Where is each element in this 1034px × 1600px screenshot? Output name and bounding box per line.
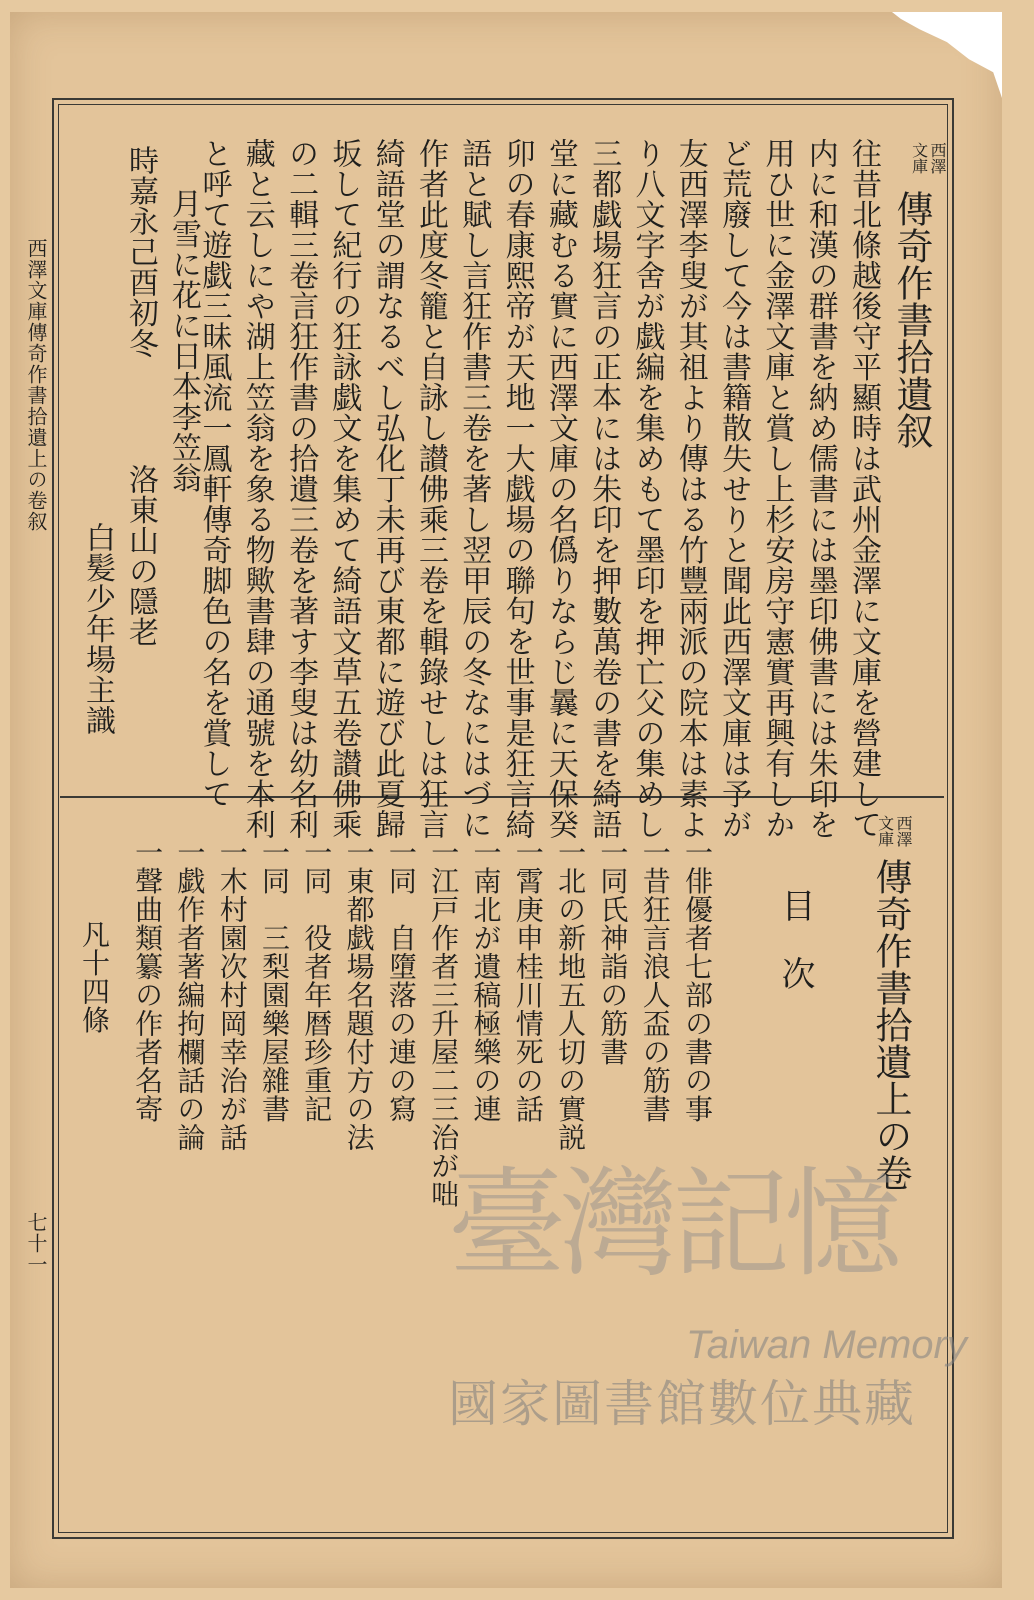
contents-item: 一南北が遺稿極樂の連 <box>469 838 503 1123</box>
contents-item: 一同 役者年暦珍重記 <box>300 838 334 1123</box>
watermark-english: Taiwan Memory <box>686 1323 967 1367</box>
contents-item: 一昔狂言浪人盃の筋書 <box>638 838 672 1123</box>
preface-line: ど荒廢して今は書籍散失せりと聞此西澤文庫は予が <box>716 138 752 840</box>
page-number: 七十一 <box>24 1212 48 1275</box>
contents-item: 一北の新地五人切の實説 <box>554 838 588 1152</box>
contents-item: 一同氏神詣の筋書 <box>596 838 630 1066</box>
preface-line: 堂に藏むる實に西澤文庫の名僞りならじ曩に天保癸 <box>542 138 578 840</box>
contents-item: 一霄庚申桂川情死の話 <box>511 838 545 1123</box>
contents-item: 一俳優者七部の書の事 <box>681 838 714 1123</box>
preface-title: 傳奇作書拾遺叙 <box>890 190 933 449</box>
preface-line: 用ひ世に金澤文庫と賞し上杉安房守憲實再興有しか <box>759 138 795 840</box>
contents-item: 一東都戯場名題付方の法 <box>342 838 376 1152</box>
preface-line: 三都戯場狂言の正本には朱印を押數萬卷の書を綺語 <box>586 138 622 840</box>
preface-line: 綺語堂の謂なるべし弘化丁未再び東都に遊び此夏歸 <box>369 138 405 840</box>
watermark-logo: 臺灣記憶 <box>448 1155 897 1293</box>
preface-verse: 月雪に花に日本李笠翁 <box>166 188 201 493</box>
contents-series-label: 西澤文庫 <box>875 815 913 847</box>
contents-heading: 目 次 <box>775 888 815 990</box>
contents-item: 一聲曲類纂の作者名寄 <box>131 838 165 1123</box>
preface-line: と呼て遊戯三昧風流一鳳軒傳奇脚色の名を賞して <box>196 138 232 809</box>
contents-title: 傳奇作書拾遺上の卷 <box>869 858 912 1191</box>
running-header: 西澤文庫傳奇作書拾遺上の卷叙 <box>24 238 48 532</box>
preface-date: 時嘉永己酉初冬 <box>123 145 158 359</box>
preface-place: 洛東山の隱老 <box>123 464 158 647</box>
preface-line: 内に和漢の群書を納め儒書には墨印佛書には朱印を <box>802 138 838 840</box>
preface-signature: 白髪少年場主識 <box>80 522 115 736</box>
contents-item: 一江戸作者三升屋二三治が咄 <box>427 838 461 1209</box>
torn-corner <box>892 12 1002 98</box>
preface-line: 藏と云しにや湖上笠翁を象る物歟書肆の通號を本利 <box>239 138 275 840</box>
preface-line: 語と賦し言狂作書三卷を著し翌甲辰の冬なにはづに <box>456 138 492 840</box>
preface-line: 作者此度冬籠と自詠し讃佛乘三卷を輯錄せしは狂言 <box>413 138 448 840</box>
preface-line: 友西澤李叟が其祖より傳はる竹豐兩派の院本は素よ <box>672 138 708 840</box>
contents-item: 一同 自墮落の連の寫 <box>384 838 418 1123</box>
contents-item: 一同 三梨園樂屋雜書 <box>258 838 291 1123</box>
watermark-institution: 國家圖書館數位典藏 <box>448 1375 916 1433</box>
preface-line: 坂して紀行の狂詠戯文を集めて綺語文草五卷讃佛乘 <box>326 138 362 840</box>
preface-line: の二輯三卷言狂作書の拾遺三卷を著す李叟は幼名利 <box>283 138 319 840</box>
contents-item: 一戯作者著編拘欄話の論 <box>173 838 207 1152</box>
preface-series-label: 西澤文庫 <box>909 142 947 174</box>
contents-total: 凡十四條 <box>78 920 111 1034</box>
preface-line: 往昔北條越後守平顯時は武州金澤に文庫を營建して <box>846 138 881 840</box>
preface-line: 卯の春康熙帝が天地一大戯場の聯句を世事是狂言綺 <box>499 138 535 840</box>
contents-item: 一木村園次村岡幸治が話 <box>215 838 249 1152</box>
preface-line: り八文字舍が戯編を集めもて墨印を押亡父の集めし <box>629 138 665 840</box>
